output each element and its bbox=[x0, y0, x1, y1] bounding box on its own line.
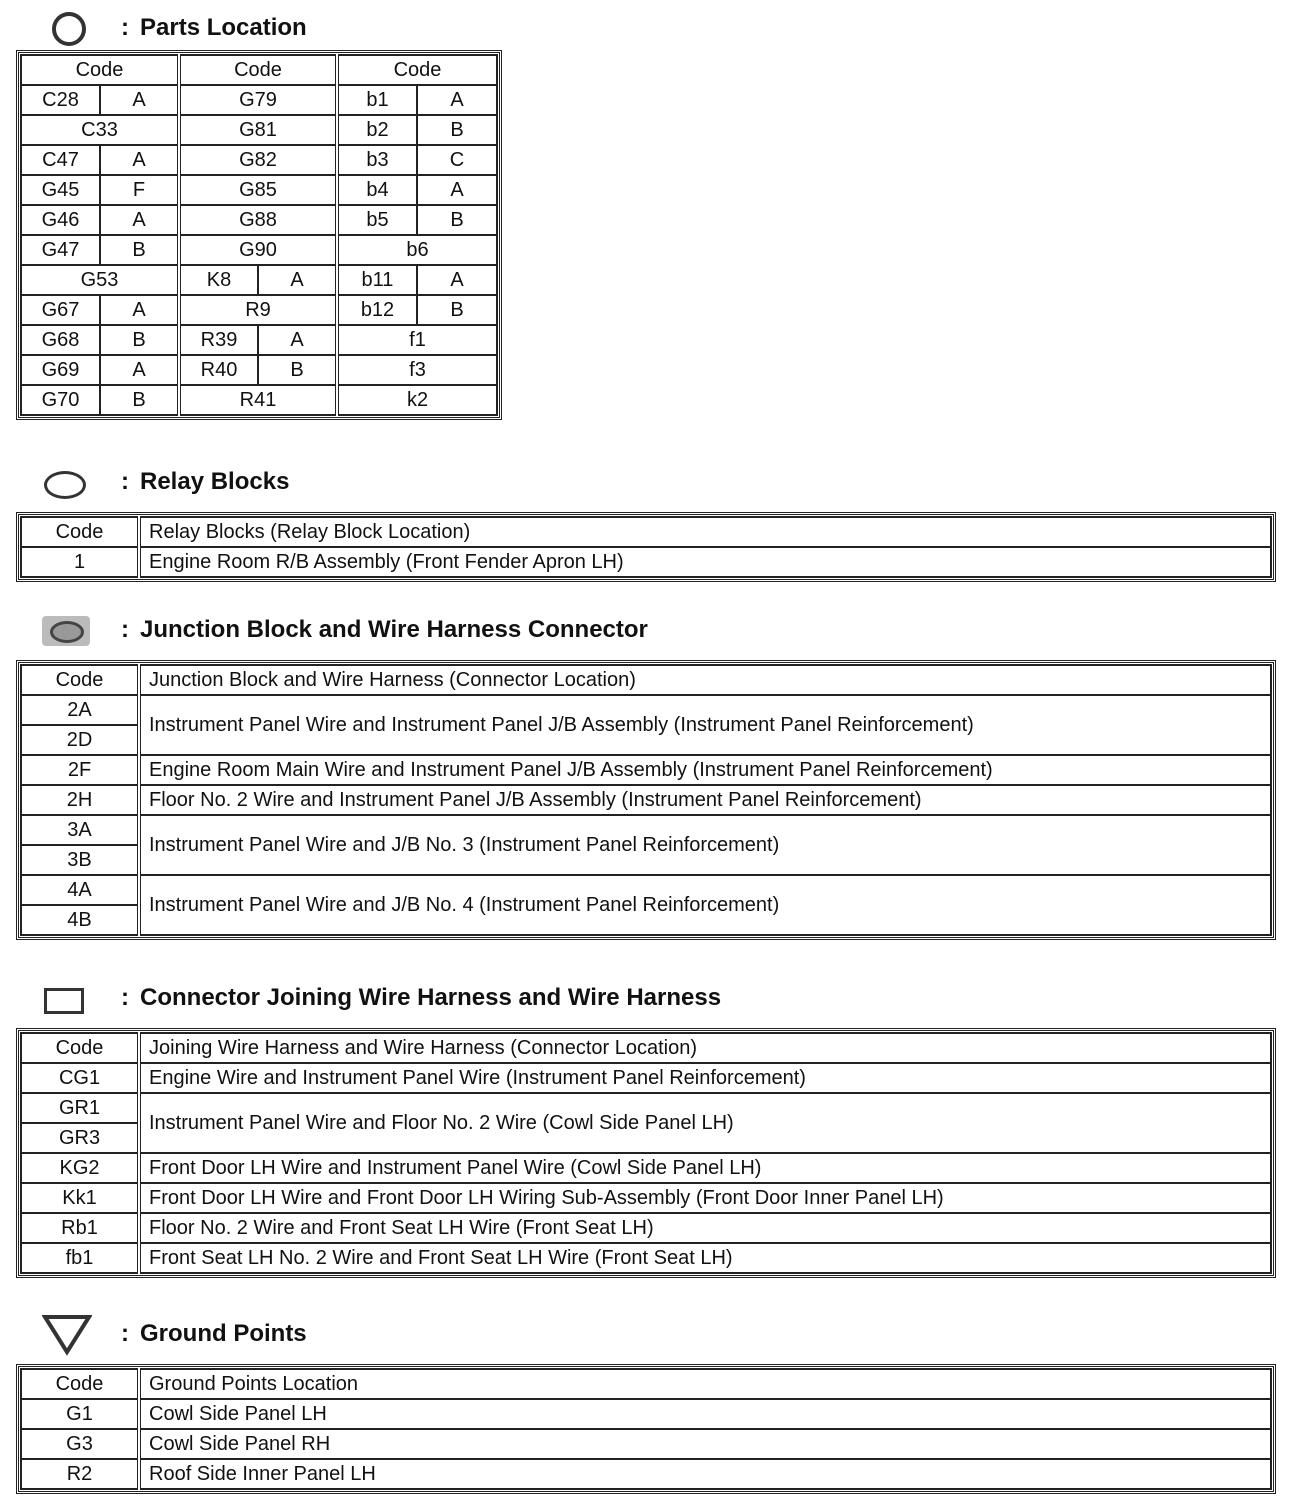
part-code: C33 bbox=[21, 115, 179, 145]
part-code: G47 bbox=[21, 235, 100, 265]
section-header-junction-block bbox=[40, 610, 648, 650]
table-header-row bbox=[21, 1369, 1271, 1399]
description-cell: Instrument Panel Wire and Instrument Panel J/B Assembly (Instrument Panel Reinforcement) bbox=[139, 695, 1271, 755]
part-code: b5 bbox=[337, 205, 417, 235]
part-code: G90 bbox=[179, 235, 337, 265]
description-header: Junction Block and Wire Harness (Connector Location) bbox=[139, 665, 1271, 695]
description-cell: Front Seat LH No. 2 Wire and Front Seat LH Wire (Front Seat LH) bbox=[139, 1243, 1271, 1273]
table-header-row bbox=[21, 1033, 1271, 1063]
part-position: A bbox=[258, 325, 337, 355]
code-header: Code bbox=[21, 1369, 139, 1399]
part-code: G45 bbox=[21, 175, 100, 205]
part-position: A bbox=[100, 295, 179, 325]
table-row bbox=[21, 205, 497, 235]
part-code: b6 bbox=[337, 235, 497, 265]
column-header: Code bbox=[21, 55, 179, 85]
code-cell: fb1 bbox=[21, 1243, 139, 1273]
description-cell: Floor No. 2 Wire and Instrument Panel J/B Assembly (Instrument Panel Reinforcement) bbox=[139, 785, 1271, 815]
part-position: B bbox=[417, 295, 497, 325]
part-code: b1 bbox=[337, 85, 417, 115]
code-cell: 3B bbox=[21, 845, 139, 875]
colon: : bbox=[121, 14, 129, 41]
part-position: A bbox=[100, 145, 179, 175]
part-position: B bbox=[100, 385, 179, 415]
code-cell: GR3 bbox=[21, 1123, 139, 1153]
part-code: f3 bbox=[337, 355, 497, 385]
section-title: Parts Location bbox=[140, 14, 307, 41]
part-code: G46 bbox=[21, 205, 100, 235]
code-cell: CG1 bbox=[21, 1063, 139, 1093]
part-position: F bbox=[100, 175, 179, 205]
part-code: G79 bbox=[179, 85, 337, 115]
table-row bbox=[21, 1063, 1271, 1093]
description-cell: Instrument Panel Wire and Floor No. 2 Wire (Cowl Side Panel LH) bbox=[139, 1093, 1271, 1153]
description-cell: Instrument Panel Wire and J/B No. 3 (Instrument Panel Reinforcement) bbox=[139, 815, 1271, 875]
part-code: b2 bbox=[337, 115, 417, 145]
table-row bbox=[21, 875, 1271, 905]
table-row bbox=[21, 1213, 1271, 1243]
colon: : bbox=[121, 984, 129, 1011]
part-code: G88 bbox=[179, 205, 337, 235]
table-row bbox=[21, 265, 497, 295]
part-code: G85 bbox=[179, 175, 337, 205]
code-cell: G3 bbox=[21, 1429, 139, 1459]
table-row bbox=[21, 355, 497, 385]
code-cell: 3A bbox=[21, 815, 139, 845]
column-header: Code bbox=[337, 55, 497, 85]
shaded-oval-icon bbox=[40, 610, 110, 650]
part-position: B bbox=[100, 325, 179, 355]
part-position: B bbox=[417, 205, 497, 235]
part-code: R41 bbox=[179, 385, 337, 415]
triangle-icon bbox=[40, 1314, 110, 1354]
table-header-row bbox=[21, 55, 497, 85]
code-cell: 2D bbox=[21, 725, 139, 755]
table-row bbox=[21, 1183, 1271, 1213]
table-row bbox=[21, 1093, 1271, 1123]
table-row bbox=[21, 175, 497, 205]
code-cell: 1 bbox=[21, 547, 139, 577]
part-position: B bbox=[100, 235, 179, 265]
part-code: C28 bbox=[21, 85, 100, 115]
table-row bbox=[21, 235, 497, 265]
part-code: b11 bbox=[337, 265, 417, 295]
table-row bbox=[21, 145, 497, 175]
oval-icon bbox=[40, 462, 110, 502]
section-header-relay-blocks bbox=[40, 462, 289, 502]
table-row bbox=[21, 1459, 1271, 1489]
description-cell: Cowl Side Panel RH bbox=[139, 1429, 1271, 1459]
section-title: Junction Block and Wire Harness Connector bbox=[140, 616, 648, 643]
connector-joining-table bbox=[20, 1032, 1272, 1274]
table-row bbox=[21, 755, 1271, 785]
code-cell: 2F bbox=[21, 755, 139, 785]
part-code: f1 bbox=[337, 325, 497, 355]
section-title: Connector Joining Wire Harness and Wire Harness bbox=[140, 984, 722, 1011]
part-code: b3 bbox=[337, 145, 417, 175]
table-row bbox=[21, 1153, 1271, 1183]
code-cell: GR1 bbox=[21, 1093, 139, 1123]
table-row bbox=[21, 785, 1271, 815]
description-cell: Front Door LH Wire and Instrument Panel Wire (Cowl Side Panel LH) bbox=[139, 1153, 1271, 1183]
part-code: R9 bbox=[179, 295, 337, 325]
parts-location-table bbox=[20, 54, 498, 416]
description-cell: Instrument Panel Wire and J/B No. 4 (Instrument Panel Reinforcement) bbox=[139, 875, 1271, 935]
table-row bbox=[21, 385, 497, 415]
ground-points-table bbox=[20, 1368, 1272, 1490]
code-cell: 4B bbox=[21, 905, 139, 935]
colon: : bbox=[121, 616, 129, 643]
section-header-connector-joining bbox=[40, 978, 721, 1018]
colon: : bbox=[121, 468, 129, 495]
part-code: G82 bbox=[179, 145, 337, 175]
table-row bbox=[21, 295, 497, 325]
table-row bbox=[21, 695, 1271, 725]
part-code: b12 bbox=[337, 295, 417, 325]
description-cell: Engine Room Main Wire and Instrument Panel J/B Assembly (Instrument Panel Reinforcement) bbox=[139, 755, 1271, 785]
table-row bbox=[21, 1243, 1271, 1273]
code-header: Code bbox=[21, 517, 139, 547]
table-row bbox=[21, 85, 497, 115]
part-code: G67 bbox=[21, 295, 100, 325]
relay-blocks-table bbox=[20, 516, 1272, 578]
part-code: b4 bbox=[337, 175, 417, 205]
table-row bbox=[21, 325, 497, 355]
code-cell: KG2 bbox=[21, 1153, 139, 1183]
code-cell: Rb1 bbox=[21, 1213, 139, 1243]
section-title: Ground Points bbox=[140, 1320, 307, 1347]
description-cell: Front Door LH Wire and Front Door LH Wiring Sub-Assembly (Front Door Inner Panel LH) bbox=[139, 1183, 1271, 1213]
description-cell: Roof Side Inner Panel LH bbox=[139, 1459, 1271, 1489]
part-position: A bbox=[100, 205, 179, 235]
table-row bbox=[21, 815, 1271, 845]
description-cell: Floor No. 2 Wire and Front Seat LH Wire (Front Seat LH) bbox=[139, 1213, 1271, 1243]
table-row bbox=[21, 1399, 1271, 1429]
colon: : bbox=[121, 1320, 129, 1347]
section-title: Relay Blocks bbox=[140, 468, 290, 495]
code-cell: R2 bbox=[21, 1459, 139, 1489]
code-cell: 2A bbox=[21, 695, 139, 725]
part-code: G68 bbox=[21, 325, 100, 355]
part-code: R40 bbox=[179, 355, 258, 385]
column-header: Code bbox=[179, 55, 337, 85]
junction-block-table bbox=[20, 664, 1272, 936]
part-position: C bbox=[417, 145, 497, 175]
code-header: Code bbox=[21, 665, 139, 695]
description-header: Ground Points Location bbox=[139, 1369, 1271, 1399]
code-cell: 4A bbox=[21, 875, 139, 905]
part-position: B bbox=[417, 115, 497, 145]
part-position: A bbox=[258, 265, 337, 295]
table-row bbox=[21, 1429, 1271, 1459]
part-code: R39 bbox=[179, 325, 258, 355]
rectangle-icon bbox=[40, 978, 110, 1018]
part-code: G69 bbox=[21, 355, 100, 385]
part-code: K8 bbox=[179, 265, 258, 295]
table-header-row bbox=[21, 665, 1271, 695]
part-code: G53 bbox=[21, 265, 179, 295]
circle-icon bbox=[40, 8, 110, 48]
part-position: B bbox=[258, 355, 337, 385]
part-code: C47 bbox=[21, 145, 100, 175]
code-cell: G1 bbox=[21, 1399, 139, 1429]
table-row bbox=[21, 547, 1271, 577]
part-code: G70 bbox=[21, 385, 100, 415]
code-cell: 2H bbox=[21, 785, 139, 815]
part-code: G81 bbox=[179, 115, 337, 145]
part-position: A bbox=[417, 175, 497, 205]
description-header: Joining Wire Harness and Wire Harness (Connector Location) bbox=[139, 1033, 1271, 1063]
description-header: Relay Blocks (Relay Block Location) bbox=[139, 517, 1271, 547]
table-header-row bbox=[21, 517, 1271, 547]
table-row bbox=[21, 115, 497, 145]
description-cell: Engine Wire and Instrument Panel Wire (Instrument Panel Reinforcement) bbox=[139, 1063, 1271, 1093]
description-cell: Engine Room R/B Assembly (Front Fender Apron LH) bbox=[139, 547, 1271, 577]
part-position: A bbox=[100, 355, 179, 385]
part-position: A bbox=[417, 85, 497, 115]
section-header-parts-location bbox=[40, 8, 307, 48]
section-header-ground-points bbox=[40, 1314, 307, 1354]
part-position: A bbox=[100, 85, 179, 115]
part-position: A bbox=[417, 265, 497, 295]
code-cell: Kk1 bbox=[21, 1183, 139, 1213]
code-header: Code bbox=[21, 1033, 139, 1063]
part-code: k2 bbox=[337, 385, 497, 415]
description-cell: Cowl Side Panel LH bbox=[139, 1399, 1271, 1429]
